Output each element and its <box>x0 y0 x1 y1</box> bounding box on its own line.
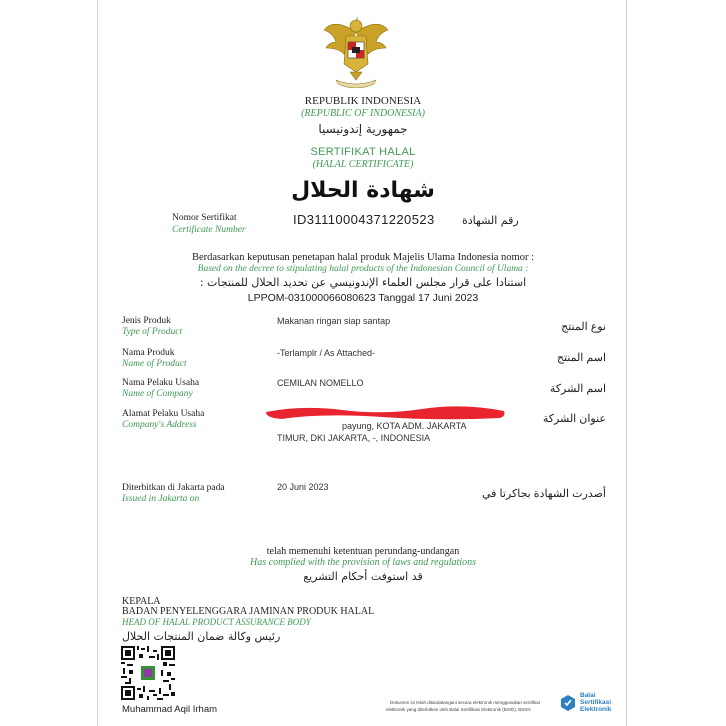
bsre-icon <box>559 694 577 712</box>
qr-code[interactable] <box>121 646 175 700</box>
product-name-label-en: Name of Product <box>122 359 187 369</box>
country-name-en: (REPUBLIC OF INDONESIA) <box>301 108 425 119</box>
product-name-label-ar: اسم المنتج <box>556 352 606 364</box>
issued-label: Diterbitkan di Jakarta pada <box>122 483 225 493</box>
company-name-value: CEMILAN NOMELLO <box>277 378 364 388</box>
garuda-emblem <box>322 14 390 88</box>
e-sign-note-line2: elektronik yang diterbitkan oleh Balai Sertifikasi Elektronik (BSrE), BSSN <box>386 707 531 712</box>
company-address-line1: payung, KOTA ADM. JAKARTA <box>342 421 467 431</box>
company-address-label-ar: عنوان الشركة <box>542 413 606 425</box>
company-name-label-ar: اسم الشركة <box>549 383 606 395</box>
certificate-title-en: (HALAL CERTIFICATE) <box>312 159 414 170</box>
country-name: REPUBLIK INDONESIA <box>304 95 422 107</box>
decree-text: Berdasarkan keputusan penetapan halal produk Majelis Ulama Indonesia nomor : <box>191 252 535 263</box>
product-type-label-ar: نوع المنتج <box>561 321 606 333</box>
issued-date: 20 Juni 2023 <box>277 482 329 492</box>
bsre-label-line1: Balai <box>580 692 596 699</box>
company-name-label-en: Name of Company <box>122 389 193 399</box>
certificate-title: SERTIFIKAT HALAL <box>310 146 416 158</box>
compliance-text: telah memenuhi ketentuan perundang-undangan <box>266 546 460 557</box>
decree-reference: LPPOM-031000066080623 Tanggal 17 Juni 2023 <box>247 292 479 304</box>
decree-text-ar: استنادا على قرار مجلس العلماء الإندونيسي عن تحديد الحلال للمنتجات : <box>199 276 527 289</box>
signatory-agency-ar: رئيس وكالة ضمان المنتجات الحلال <box>122 630 281 643</box>
product-type-label: Jenis Produk <box>122 316 171 326</box>
certificate-number-label: Nomor Sertifikat <box>172 213 237 223</box>
product-name-value: -Terlamplr / As Attached- <box>277 348 376 358</box>
certificate-number-label-en: Certificate Number <box>172 225 246 235</box>
company-address-line2: TIMUR, DKI JAKARTA, -, INDONESIA <box>277 433 431 443</box>
certificate-title-ar: شهادة الحلال <box>291 178 435 203</box>
company-address-label: Alamat Pelaku Usaha <box>122 409 205 419</box>
signatory-agency: BADAN PENYELENGGARA JAMINAN PRODUK HALAL <box>122 606 375 617</box>
signatory-name: Muhammad Aqil Irham <box>122 704 218 715</box>
product-type-value: Makanan ringan siap santap <box>277 316 391 326</box>
bsre-label-line2: Sertifikasi <box>580 699 612 706</box>
certificate-number-label-ar: رقم الشهادة <box>462 214 519 227</box>
issued-label-en: Issued in Jakarta on <box>122 494 200 504</box>
signatory-agency-en: HEAD OF HALAL PRODUCT ASSURANCE BODY <box>122 617 311 627</box>
signatory-title: KEPALA <box>122 596 161 607</box>
product-name-label: Nama Produk <box>122 348 175 358</box>
certificate-number-value: ID31110004371220523 <box>293 212 435 227</box>
decree-text-en: Based on the decree to stipulating halal products of the Indonesian Council of Ulama : <box>197 264 529 274</box>
issued-label-ar: أصدرت الشهادة بجاكرتا في <box>482 488 606 500</box>
company-address-label-en: Company's Address <box>122 420 197 430</box>
company-name-label: Nama Pelaku Usaha <box>122 378 200 388</box>
bsre-label-line3: Elektronik <box>580 706 612 713</box>
compliance-text-en: Has complied with the provision of laws and regulations <box>250 557 476 568</box>
e-sign-note-line1: Dokumen ini telah ditandatangani secara elektronik menggunakan sertifikat <box>390 700 540 705</box>
country-name-ar: جمهورية إندونيسيا <box>318 122 408 136</box>
product-type-label-en: Type of Product <box>122 327 183 337</box>
bsre-logo <box>559 692 621 716</box>
redaction-mark <box>262 402 508 422</box>
compliance-text-ar: قد استوفت أحكام التشريع <box>303 570 423 583</box>
